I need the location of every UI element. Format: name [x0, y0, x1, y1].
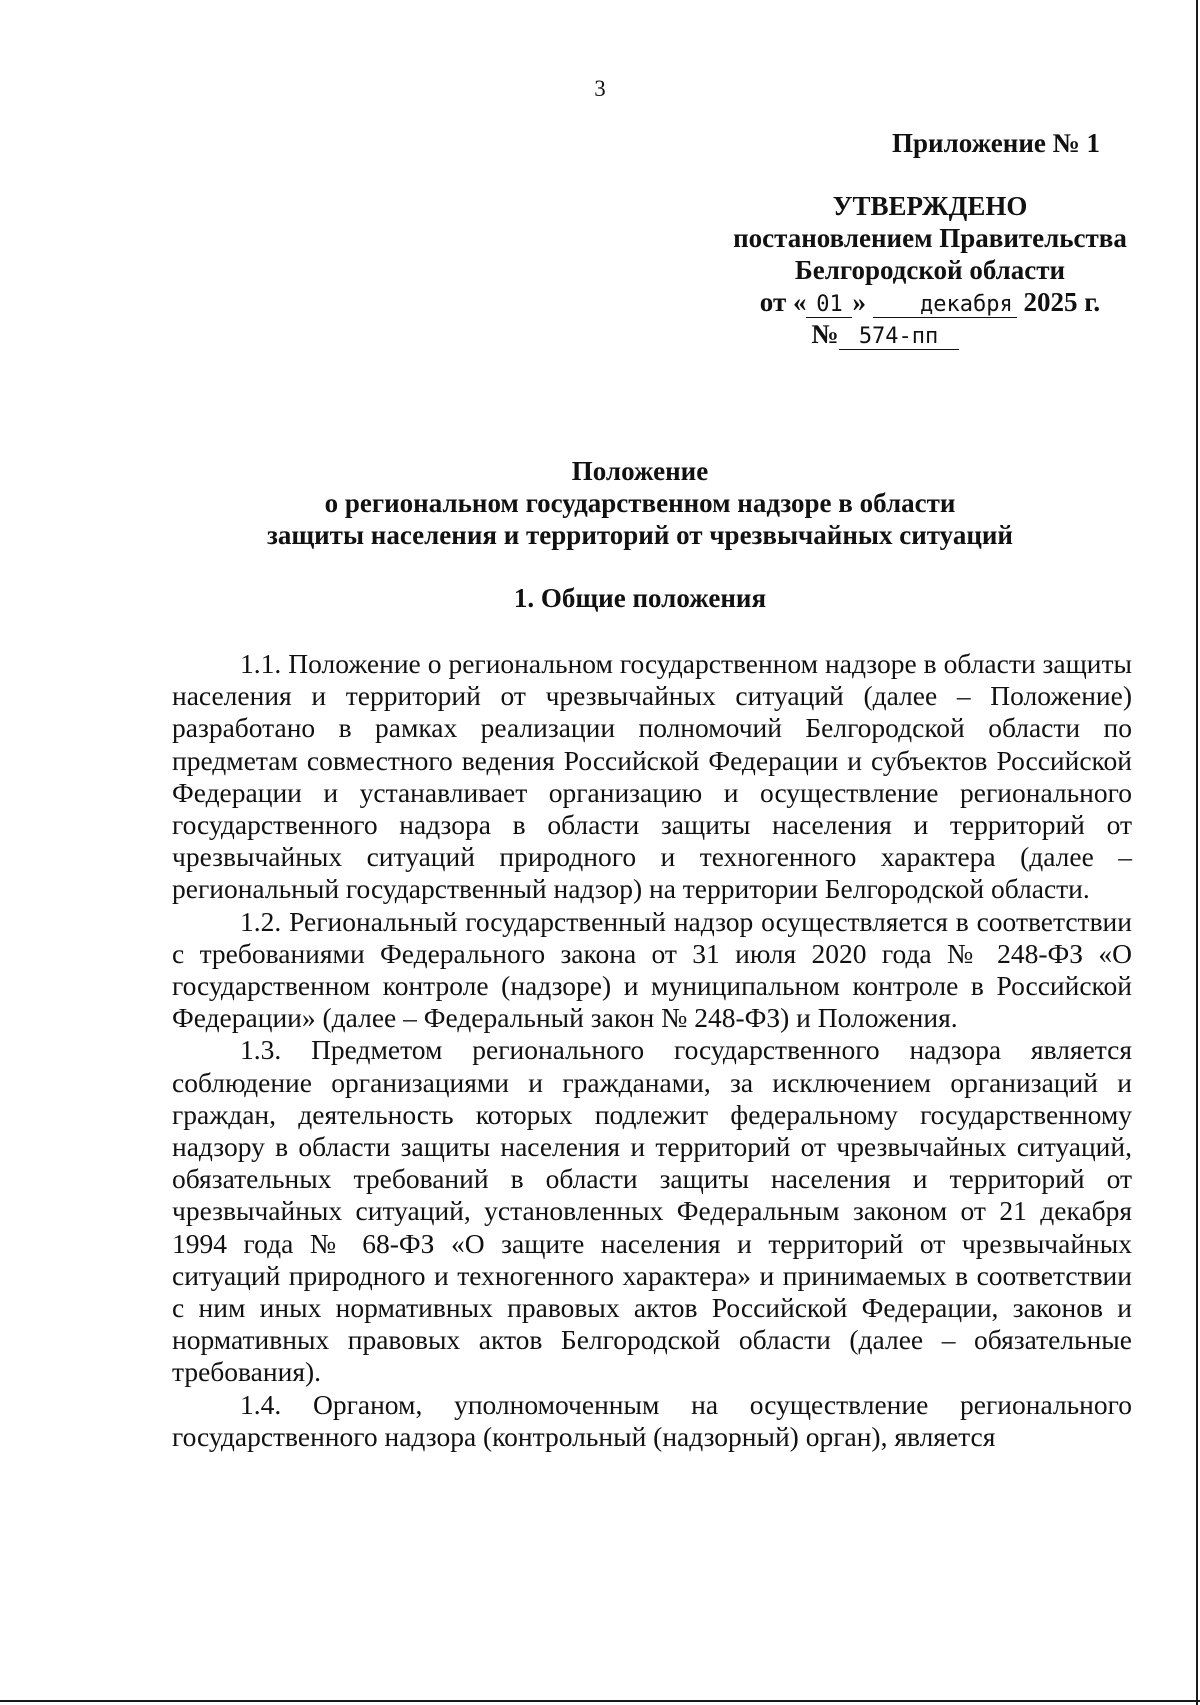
number-prefix: №	[811, 319, 839, 349]
date-day-field: 01	[806, 293, 852, 318]
document-title	[140, 455, 1140, 551]
paragraph-1-1: 1.1. Положение о региональном государственном надзоре в области защиты населения и территорий от чрезвычайных ситуаций (далее – Положение) разработано в рамках реализации полномочий Белгородской области по предметам совместного ведения Российской Федерации и субъектов Российской Федерации и устанавливает организацию и осуществление регионального государственного надзора в области защиты населения и территорий от чрезвычайных ситуаций природного и техногенного характера (далее – региональный государственный надзор) на территории Белгородской области.	[172, 648, 1132, 905]
date-month-field: декабря	[873, 293, 1017, 318]
paragraph-1-4: 1.4. Органом, уполномоченным на осуществление регионального государственного надзора (контрольный (надзорный) орган), является	[172, 1388, 1132, 1452]
title-line-1: Положение	[571, 456, 709, 486]
approval-line-2: Белгородской области	[794, 255, 1066, 285]
approval-line-1: постановлением Правительства	[733, 223, 1127, 253]
paragraph-1-2: 1.2. Региональный государственный надзор осуществляется в соответствии с требованиями Федерального закона от 31 июля 2020 года № 248-ФЗ «О государственном контроле (надзоре) и муниципальном контроле в Российской Федерации» (далее – Федеральный закон № 248-ФЗ) и Положения.	[172, 905, 1132, 1034]
title-line-3: защиты населения и территорий от чрезвычайных ситуаций	[266, 520, 1013, 550]
body-text	[172, 648, 1132, 1453]
approval-number-line	[700, 318, 1160, 350]
page-number: 3	[594, 76, 606, 101]
number-field: 574-пп	[839, 325, 959, 350]
approval-date-line	[700, 286, 1160, 318]
title-line-2: о региональном государственном надзоре в области	[324, 488, 956, 518]
scan-edge-bottom	[0, 1700, 1200, 1702]
appendix-label: Приложение № 1	[892, 128, 1100, 158]
scan-edge-right	[1196, 0, 1198, 1705]
date-mid: »	[852, 287, 866, 317]
approval-heading: УТВЕРЖДЕНО	[832, 191, 1028, 221]
date-suffix: 2025 г.	[1023, 287, 1101, 317]
approval-block	[700, 190, 1160, 350]
date-prefix: от «	[759, 287, 807, 317]
section-heading: 1. Общие положения	[513, 583, 767, 613]
paragraph-1-3: 1.3. Предметом регионального государственного надзора является соблюдение организациями и гражданами, за исключением организаций и граждан, деятельность которых подлежит федеральному государственному надзору в области защиты населения и территорий от чрезвычайных ситуаций, обязательных требований в области защиты населения и территорий от чрезвычайных ситуаций, установленных Федеральным законом от 21 декабря 1994 года № 68-ФЗ «О защите населения и территорий от чрезвычайных ситуаций природного и техногенного характера» и принимаемых в соответствии с ним иных нормативных правовых актов Российской Федерации, законов и нормативных правовых актов Белгородской области (далее – обязательные требования).	[172, 1034, 1132, 1388]
